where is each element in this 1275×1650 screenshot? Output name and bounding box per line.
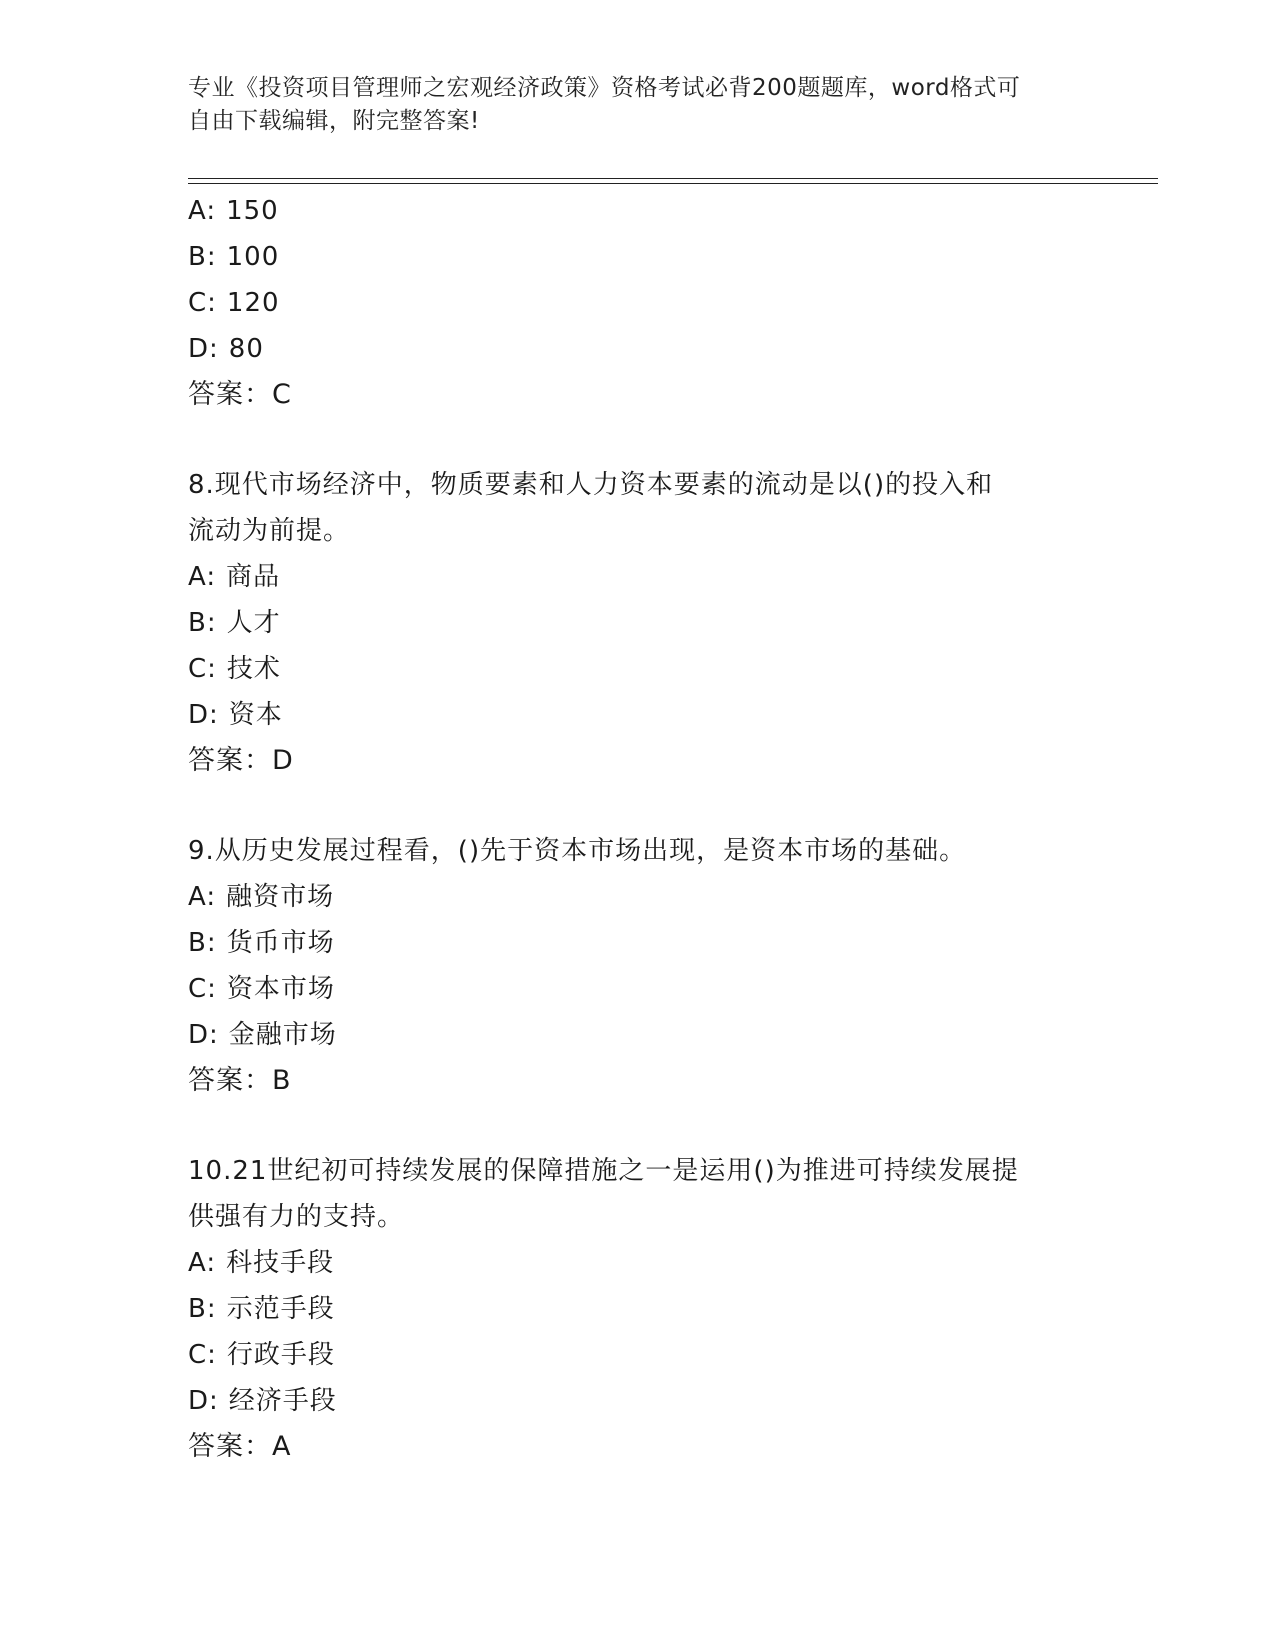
option-c: C: 120: [188, 288, 280, 318]
question-text-line-1: 10.21世纪初可持续发展的保障措施之一是运用()为推进可持续发展提: [188, 1156, 1019, 1186]
option-d: D: 80: [188, 334, 264, 364]
option-c: C: 资本市场: [188, 974, 335, 1004]
header-line-2: 自由下载编辑，附完整答案!: [188, 108, 480, 134]
question-text-line-1: 9.从历史发展过程看，()先于资本市场出现，是资本市场的基础。: [188, 836, 967, 866]
option-c: C: 技术: [188, 654, 281, 684]
header-line-1: 专业《投资项目管理师之宏观经济政策》资格考试必背200题题库，word格式可: [188, 75, 1021, 101]
question-block-10: [188, 1148, 1088, 1470]
question-list: [188, 188, 1088, 1470]
document-header: [188, 72, 1088, 138]
answer-line: 答案：A: [188, 1431, 292, 1462]
question-text-line-2: 供强有力的支持。: [188, 1202, 405, 1232]
header-divider-top: [188, 178, 1158, 179]
option-a: A: 150: [188, 196, 279, 226]
header-divider-bottom: [188, 183, 1158, 184]
option-a: A: 科技手段: [188, 1248, 335, 1278]
option-d: D: 经济手段: [188, 1386, 337, 1416]
question-text-line-2: 流动为前提。: [188, 516, 351, 546]
answer-line: 答案：C: [188, 379, 292, 410]
question-text-line-1: 8.现代市场经济中，物质要素和人力资本要素的流动是以()的投入和: [188, 470, 994, 500]
answer-line: 答案：D: [188, 745, 294, 776]
option-c: C: 行政手段: [188, 1340, 335, 1370]
option-b: B: 100: [188, 242, 280, 272]
option-d: D: 金融市场: [188, 1020, 337, 1050]
option-a: A: 融资市场: [188, 882, 335, 912]
option-d: D: 资本: [188, 700, 283, 730]
option-a: A: 商品: [188, 562, 281, 592]
option-b: B: 人才: [188, 608, 281, 638]
question-block-8: [188, 462, 1088, 784]
option-b: B: 货币市场: [188, 928, 335, 958]
question-block-7: [188, 188, 1088, 418]
answer-line: 答案：B: [188, 1065, 292, 1096]
question-block-9: [188, 828, 1088, 1104]
option-b: B: 示范手段: [188, 1294, 335, 1324]
